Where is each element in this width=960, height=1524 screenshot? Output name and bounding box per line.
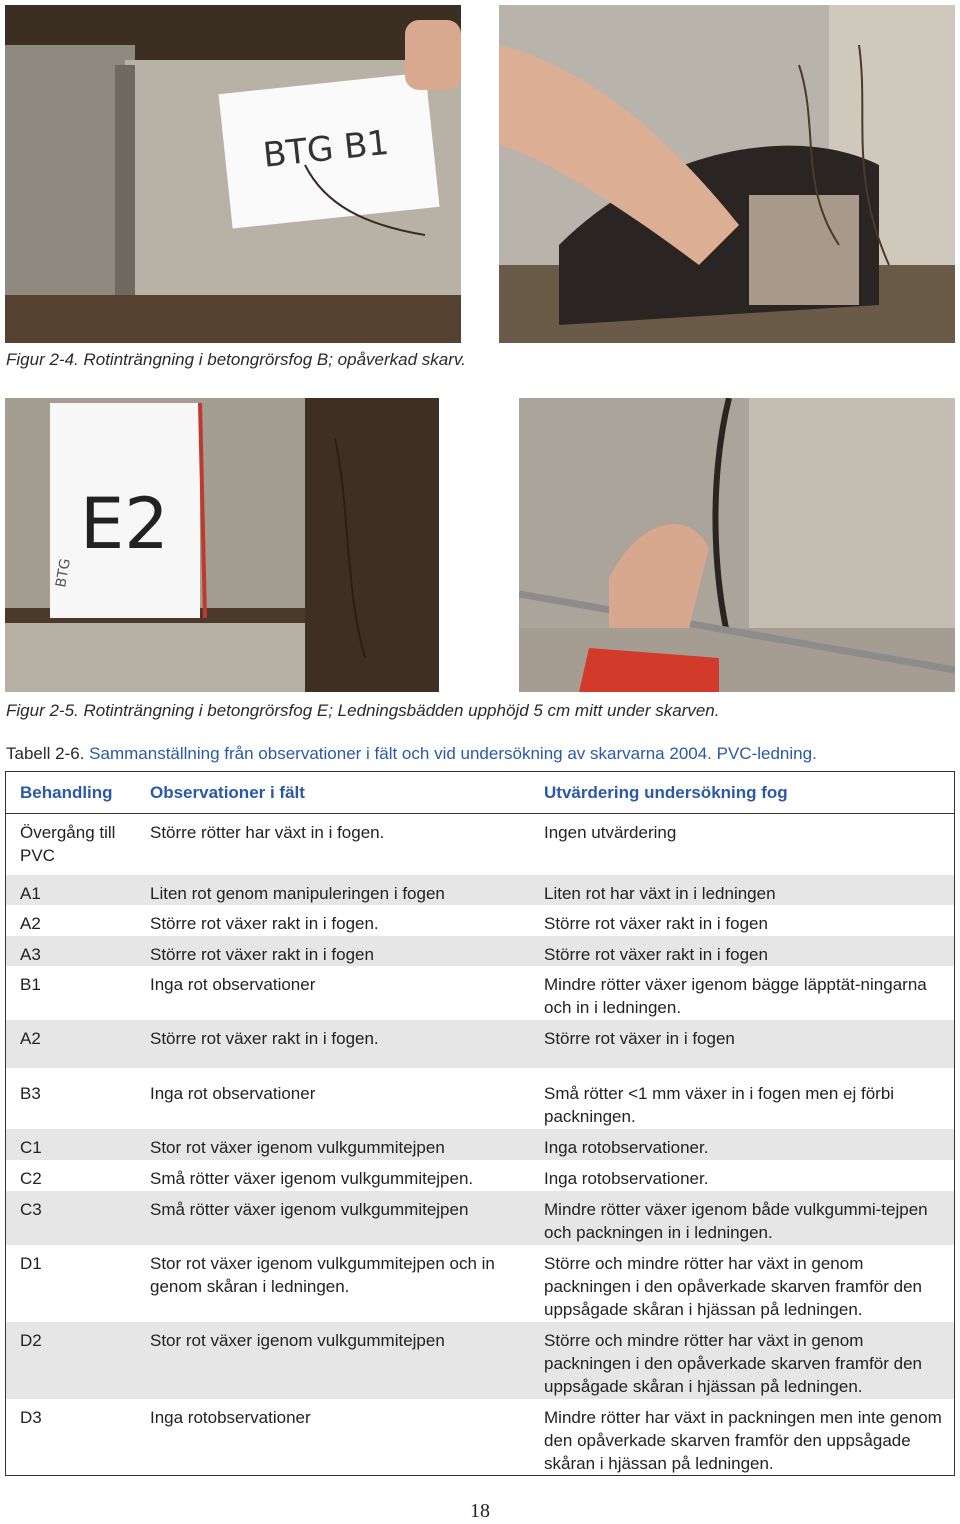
page-number: 18	[470, 1500, 490, 1522]
table-row	[6, 1020, 954, 1068]
table-row	[6, 1160, 954, 1191]
cell-evaluation: Större och mindre rötter har växt in genom packningen i den opåverkade skarven framför den uppsågade skåran i hjässan på ledningen.	[544, 1254, 923, 1319]
cell-field: Liten rot genom manipuleringen i fogen	[150, 884, 445, 903]
cell-treatment: A1	[20, 884, 41, 903]
cell-evaluation: Större rot växer in i fogen	[544, 1029, 735, 1048]
cell-field: Stor rot växer igenom vulkgummitejpen	[150, 1331, 445, 1350]
cell-field: Stor rot växer igenom vulkgummitejpen	[150, 1138, 445, 1157]
table-row	[6, 1191, 954, 1245]
cell-field: Små rötter växer igenom vulkgummitejpen.	[150, 1169, 474, 1188]
table-caption-text: Sammanställning från observationer i fält och vid undersökning av skarvarna 2004. PVC-ledning.	[89, 744, 817, 763]
cell-evaluation: Liten rot har växt in i ledningen	[544, 884, 776, 903]
cell-field: Stor rot växer igenom vulkgummitejpen och in genom skåran i ledningen.	[150, 1254, 495, 1296]
table-row	[6, 1399, 954, 1475]
cell-field: Inga rot observationer	[150, 975, 316, 994]
cell-evaluation: Större rot växer rakt in i fogen	[544, 945, 768, 964]
photo-concrete-pipe-e2	[5, 398, 439, 692]
table-row	[6, 905, 954, 936]
figure-caption-2-5: Figur 2-5. Rotinträngning i betongrörsfog E; Ledningsbädden upphöjd 5 cm mitt under skarven.	[6, 701, 720, 720]
table-row	[6, 936, 954, 966]
cell-field: Inga rotobservationer	[150, 1408, 311, 1427]
cell-field: Större rot växer rakt in i fogen.	[150, 914, 379, 933]
table-row	[6, 1322, 954, 1399]
cell-treatment: A3	[20, 945, 41, 964]
cell-evaluation: Mindre rötter har växt in packningen men inte genom den opåverkade skarven framför den uppsågade skåran i hjässan på ledningen.	[544, 1408, 942, 1473]
cell-treatment: D2	[20, 1331, 42, 1350]
table-row	[6, 1075, 954, 1129]
table-row	[6, 875, 954, 905]
table-caption	[6, 744, 817, 764]
cell-treatment: D1	[20, 1254, 42, 1273]
cell-treatment: B3	[20, 1084, 41, 1103]
note-label-e2: E2	[80, 483, 169, 565]
cell-treatment: B1	[20, 975, 41, 994]
table-row	[6, 966, 954, 1020]
cell-evaluation: Ingen utvärdering	[544, 823, 677, 842]
observations-table	[5, 771, 955, 1476]
table-row	[6, 1245, 954, 1322]
table-row	[6, 1129, 954, 1160]
cell-evaluation: Större rot växer rakt in i fogen	[544, 914, 768, 933]
header-behandling: Behandling	[20, 783, 113, 802]
cell-field: Större rötter har växt in i fogen.	[150, 823, 385, 842]
cell-evaluation: Inga rotobservationer.	[544, 1169, 709, 1188]
cell-treatment: Övergång till PVC	[20, 823, 116, 865]
table-row	[6, 814, 954, 875]
table-caption-prefix: Tabell 2-6.	[6, 744, 90, 763]
figure-caption-2-4: Figur 2-4. Rotinträngning i betongrörsfog B; opåverkad skarv.	[6, 350, 466, 369]
cell-treatment: A2	[20, 1029, 41, 1048]
cell-field: Inga rot observationer	[150, 1084, 316, 1103]
cell-field: Små rötter växer igenom vulkgummitejpen	[150, 1200, 469, 1219]
cell-treatment: C2	[20, 1169, 42, 1188]
cell-evaluation: Inga rotobservationer.	[544, 1138, 709, 1157]
cell-evaluation: Små rötter <1 mm växer in i fogen men ej förbi packningen.	[544, 1084, 895, 1126]
cell-treatment: D3	[20, 1408, 42, 1427]
cell-treatment: C1	[20, 1138, 42, 1157]
header-observationer: Observationer i fält	[150, 783, 305, 802]
cell-evaluation: Mindre rötter växer igenom bägge läpptät-ningarna och in i ledningen.	[544, 975, 927, 1017]
note-label-btg-b1: BTG B1	[261, 122, 391, 176]
cell-treatment: A2	[20, 914, 41, 933]
photo-concrete-pipe-btg-b1	[5, 5, 461, 343]
cell-field: Större rot växer rakt in i fogen	[150, 945, 374, 964]
header-utvardering: Utvärdering undersökning fog	[544, 783, 788, 802]
photo-hand-rubber-gasket-roots	[499, 5, 955, 343]
table-header	[6, 772, 954, 814]
note-label-btg: BTG	[53, 557, 74, 589]
cell-evaluation: Större och mindre rötter har växt in genom packningen i den opåverkade skarven framför den uppsågade skåran i hjässan på ledningen.	[544, 1331, 923, 1396]
cell-evaluation: Mindre rötter växer igenom både vulkgummi-tejpen och packningen in i ledningen.	[544, 1200, 928, 1242]
cell-field: Större rot växer rakt in i fogen.	[150, 1029, 379, 1048]
photo-pipe-interior-rod	[519, 398, 955, 692]
cell-treatment: C3	[20, 1200, 42, 1219]
